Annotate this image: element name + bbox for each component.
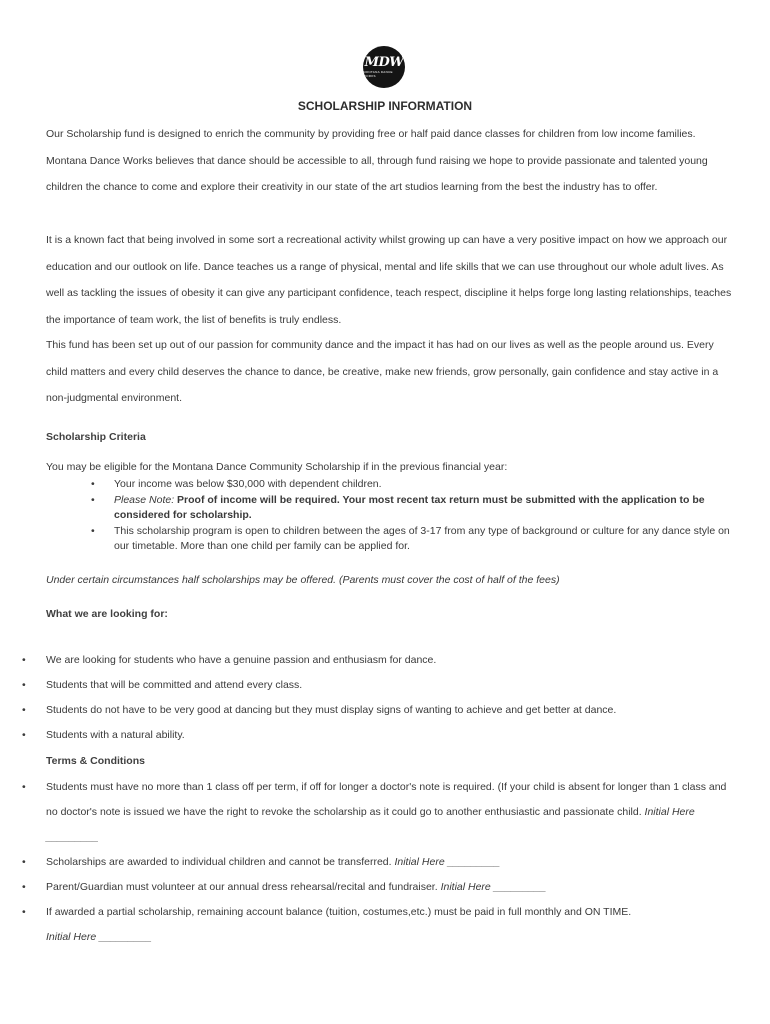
criteria-item-proof-text: Proof of income will be required. Your most recent tax return must be submitted with the application to be considered for scholarship. — [114, 494, 705, 521]
criteria-item-income-text: Your income was below $30,000 with dependent children. — [114, 478, 382, 490]
half-scholarship-note: Under certain circumstances half scholarships may be offered. (Parents must cover the cost of half of the fees) — [46, 574, 560, 586]
terms-heading: Terms & Conditions — [46, 755, 145, 767]
terms-item-volunteer — [22, 875, 736, 900]
terms-item-transfer — [22, 850, 736, 875]
criteria-item-proof — [46, 493, 736, 523]
initial-here-field[interactable]: Initial Here _________ — [394, 856, 501, 868]
bullet: • — [22, 679, 26, 691]
bullet: • — [22, 729, 26, 741]
terms-item-balance — [22, 900, 736, 950]
criteria-item-ages — [46, 524, 736, 554]
bullet: • — [22, 906, 26, 918]
list-item-text: Students do not have to be very good at dancing but they must display signs of wanting to achieve and get better at dance. — [46, 704, 617, 716]
logo-text: MDW — [364, 55, 404, 70]
criteria-item-income — [46, 477, 736, 492]
list-item — [22, 698, 736, 723]
list-item-text: We are looking for students who have a genuine passion and enthusiasm for dance. — [46, 654, 437, 666]
criteria-item-proof-prefix: Please Note: — [114, 494, 178, 506]
paragraph-intro: Our Scholarship fund is designed to enrich the community by providing free or half paid dance classes for children from low income families. Montana Dance Works believes that dance should be accessible to all, through fund raising we hope to provide passionate and talented young children the chance to come and explore their creativity in our state of the art studios learning from the best the industry has to offer. — [46, 128, 708, 193]
terms-item-text: If awarded a partial scholarship, remaining account balance (tuition, costumes,etc.) must be paid in full monthly and ON TIME. — [46, 906, 632, 918]
list-item-text: Students that will be committed and attend every class. — [46, 679, 303, 691]
terms-item-attendance — [22, 775, 736, 850]
initial-here-field[interactable]: Initial Here _________ — [440, 881, 547, 893]
bullet: • — [22, 856, 26, 868]
paragraph-purpose: This fund has been set up out of our passion for community dance and the impact it has had on our lives as well as the people around us. Every child matters and every child deserves the chance to dance, be creative, make new friends, grow personally, gain confidence and stay active in a non-judgmental environment. — [46, 339, 719, 404]
logo-subtext: MONTANA DANCE WORKS — [363, 70, 393, 78]
page-title: SCHOLARSHIP INFORMATION — [297, 99, 473, 113]
initial-here-field[interactable]: Initial Here _________ — [46, 931, 152, 943]
list-item-text: Students with a natural ability. — [46, 729, 185, 741]
criteria-item-ages-text: This scholarship program is open to children between the ages of 3-17 from any type of background or culture for any dance style on our timetable. More than one child per family can be applied for. — [114, 525, 730, 552]
terms-item-text: Students must have no more than 1 class off per term, if off for longer a doctor's note is required. (If your child is absent for longer than 1 class and no doctor's note is issued we have the right to revoke the scholarship as it could go to another enthusiastic and passionate child. — [46, 781, 727, 818]
list-item — [22, 673, 736, 698]
terms-item-text: Scholarships are awarded to individual children and cannot be transferred. — [46, 856, 392, 868]
list-item — [22, 723, 736, 748]
bullet: • — [22, 704, 26, 716]
terms-item-text: Parent/Guardian must volunteer at our annual dress rehearsal/recital and fundraiser. — [46, 881, 438, 893]
list-item — [22, 648, 736, 673]
bullet: • — [22, 781, 26, 793]
looking-for-heading: What we are looking for: — [46, 608, 168, 620]
paragraph-benefits: It is a known fact that being involved in some sort a recreational activity whilst growing up can have a very positive impact on how we approach our education and our outlook on life. Dance teaches us a range of physical, mental and life skills that we can use throughout our whole adult lives. As well as tackling the issues of obesity it can give any participant confidence, teach respect, discipline it helps forge long lasting relationships, teaches the importance of team work, the list of benefits is truly endless. — [46, 234, 732, 326]
criteria-list — [46, 477, 736, 555]
bullet: • — [22, 881, 26, 893]
logo — [363, 46, 405, 88]
criteria-intro: You may be eligible for the Montana Dance Community Scholarship if in the previous financial year: — [46, 461, 508, 473]
bullet: • — [22, 654, 26, 666]
initial-here-field[interactable]: Initial Here _________ — [46, 806, 695, 843]
criteria-heading: Scholarship Criteria — [46, 431, 146, 443]
